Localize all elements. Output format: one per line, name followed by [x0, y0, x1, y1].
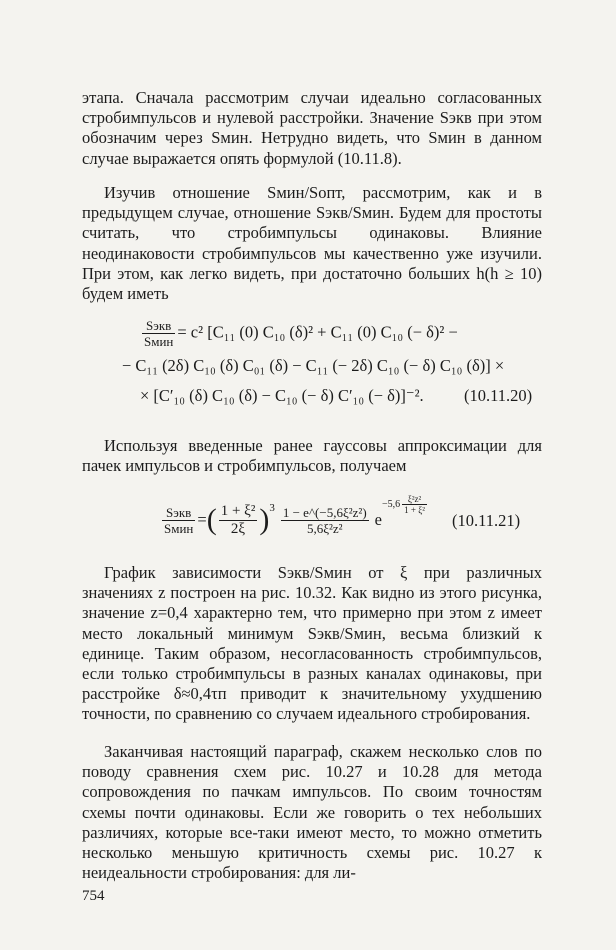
fraction-s-ekv-s-min	[142, 318, 175, 349]
equation-number-10-11-21: (10.11.21)	[452, 511, 521, 530]
paren-numerator: 1 + ξ²	[220, 502, 256, 519]
paragraph-4: График зависимости Sэкв/Sмин от ξ при различных значениях z построен на рис. 10.32. Как видно из этого рисунка, значение z=0,4 характерно тем, что примерно при этом z имеет место локальный минимум Sэкв/Sмин, весьма близкий к единице. Таким образом, несогласованность стробимпульсов, если только стробимпульсы в разных каналах одинаковы, при расстройке δ≈0,4τп приводит к значительному ухудшению точности, по сравнению со случаем идеального стробирования.	[82, 563, 542, 724]
fraction-numerator: Sэкв	[162, 505, 195, 521]
paragraph-3: Используя введенные ранее гауссовы аппроксимации для пачек импульсов и стробимпульсов, получаем	[82, 436, 542, 476]
equation-10-11-20-line-1	[140, 318, 458, 349]
exponent-group	[382, 494, 429, 515]
paragraph-5: Заканчивая настоящий параграф, скажем несколько слов по поводу сравнения схем рис. 10.27 и 10.28 для метода сопровождения по пачкам импульсов. По своим точностям схемы почти одинаковы. Если же говорить о тех небольших различиях, которые все-таки имеют место, то можно отметить несколько меньшую критичность схемы рис. 10.27 к неидеальности стробирования: для ли-	[82, 742, 542, 883]
exponent-numerator: ξ²z²	[402, 494, 427, 505]
equation-number-10-11-20: (10.11.20)	[464, 386, 533, 405]
paragraph-1: этапа. Сначала рассмотрим случаи идеально согласованных стробимпульсов и нулевой расстройки. Значение Sэкв при этом обозначим через Sмин. Нетрудно видеть, что Sмин в данном случае выражается опять формулой (10.11.8).	[82, 88, 542, 168]
exponent-denominator: 1 + ξ²	[404, 505, 425, 515]
equals-sign: =	[197, 510, 207, 529]
exponent-fraction	[402, 494, 427, 515]
right-paren: )	[259, 503, 270, 536]
fraction-paren	[219, 503, 258, 538]
equation-10-11-21	[160, 492, 429, 548]
power-exponent: 3	[269, 502, 275, 514]
paren-denominator: 2ξ	[230, 520, 246, 537]
paragraph-2: Изучив отношение Sмин/Sопт, рассмотрим, как и в предыдущем случае, отношение Sэкв/Sмин. Будем для простоты считать, что стробимпульсы одинаковы. Влияние неодинаковости стробимпульсов мы качественно уже изучили. При этом, как легко видеть, при достаточно больших h(h ≥ 10) будем иметь	[82, 183, 542, 304]
page-number: 754	[82, 888, 105, 904]
exp-fraction-numerator: 1 − e^(−5,6ξ²z²)	[282, 504, 367, 520]
left-paren: (	[206, 503, 217, 536]
fraction-s-ekv-s-min	[162, 505, 195, 536]
fraction-numerator: Sэкв	[142, 318, 175, 334]
equation-10-11-20-line-3: × [C′₁₀ (δ) C₁₀ (δ) − C₁₀ (− δ) C′₁₀ (− δ)]⁻².	[140, 386, 424, 405]
fraction-exp	[281, 505, 369, 536]
equation-line-1-text: = c² [C₁₁ (0) C₁₀ (δ)² + C₁₁ (0) C₁₀ (− δ)² −	[177, 322, 458, 342]
exp-fraction-denominator: 5,6ξ²z²	[306, 520, 343, 536]
equation-10-11-20-line-2: − C₁₁ (2δ) C₁₀ (δ) C₀₁ (δ) − C₁₁ (− 2δ) C₁₀ (− δ) C₁₀ (δ)] ×	[122, 356, 505, 375]
exp-base: e	[374, 510, 382, 529]
exponent-coefficient: −5,6	[381, 498, 401, 510]
fraction-denominator: Sмин	[164, 520, 194, 536]
fraction-denominator: Sмин	[144, 334, 174, 349]
